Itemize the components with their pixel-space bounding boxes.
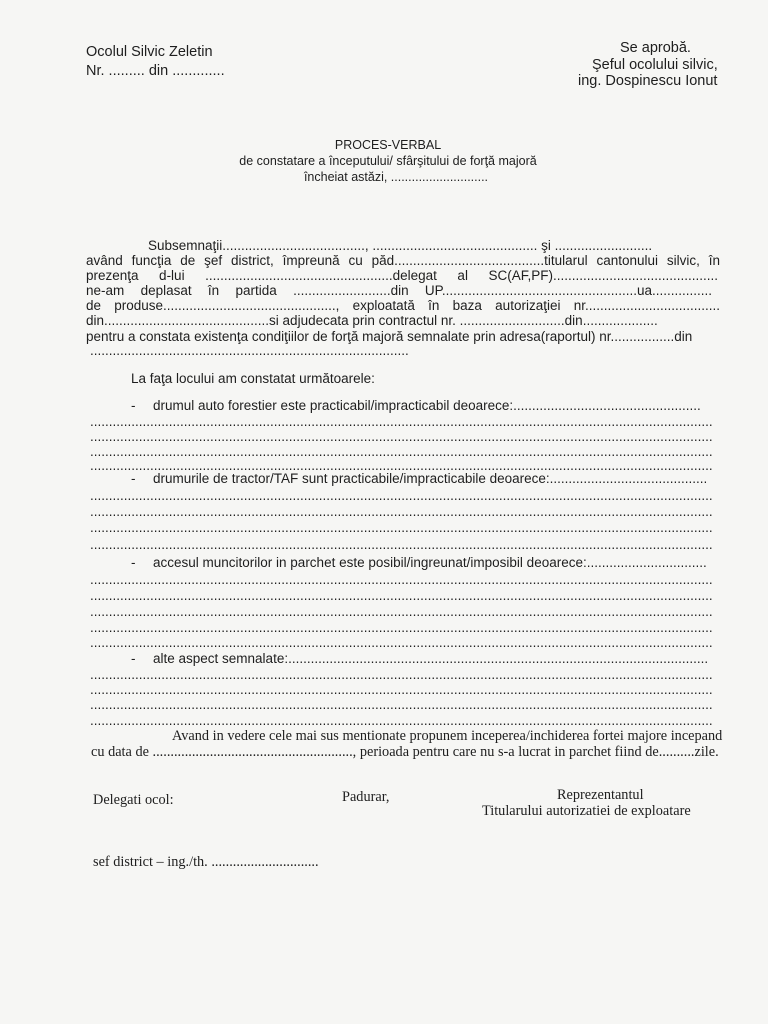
finding-dotted-line: ...................................................................................................................................................................... (90, 520, 713, 535)
signature-forester: Padurar, (342, 789, 390, 805)
finding-label-other-aspects: alte aspect semnalate:................................................................................................................ (153, 651, 709, 666)
intro-line-signatories: Subsemnaţii......................................, ............................................ şi .......................... (148, 238, 653, 253)
intro-line-location: ne-am deplasat în partida ..........................din UP....................................................ua................ (86, 283, 712, 298)
finding-bullet: - (131, 398, 136, 413)
finding-dotted-line: ...................................................................................................................................................................... (90, 504, 713, 519)
finding-dotted-line: ...................................................................................................................................................................... (90, 682, 713, 697)
finding-label-tractor-roads: drumurile de tractor/TAF sunt practicabile/impracticabile deoarece:.......................................... (153, 471, 708, 486)
finding-label-forest-road: drumul auto forestier este practicabil/impracticabil deoarece:.................................................. (153, 398, 701, 413)
date-line: încheiat astăzi, ............................ (303, 170, 489, 184)
finding-dotted-line: ...................................................................................................................................................................... (90, 635, 713, 650)
signature-representative-org: Titularului autorizatiei de exploatare (482, 803, 691, 819)
approver-title: Şeful ocolului silvic, (592, 57, 718, 73)
findings-heading: La faţa locului am constatat următoarele: (131, 371, 375, 386)
finding-dotted-line: ...................................................................................................................................................................... (90, 458, 713, 473)
finding-dotted-line: ...................................................................................................................................................................... (90, 713, 713, 728)
finding-dotted-line: ...................................................................................................................................................................... (90, 444, 713, 459)
signature-ocol-delegates: Delegati ocol: (93, 792, 174, 808)
finding-dotted-line: ...................................................................................................................................................................... (90, 429, 713, 444)
finding-dotted-line: ...................................................................................................................................................................... (90, 604, 713, 619)
approval-note: Se aprobă. (620, 40, 691, 56)
finding-dotted-line: ...................................................................................................................................................................... (90, 697, 713, 712)
document-subtitle: de constatare a începutului/ sfârşitului de forţă majoră (239, 154, 537, 168)
registration-number: Nr. ......... din ............. (86, 63, 225, 79)
finding-dotted-line: ...................................................................................................................................................................... (90, 537, 713, 552)
intro-line-contract: din............................................si adjudecata prin contractul nr. ............................din.................... (86, 313, 658, 328)
signature-representative: Reprezentantul (557, 787, 644, 803)
finding-dotted-line: ...................................................................................................................................................................... (90, 667, 713, 682)
intro-line-products: de produse.............................................., exploatată în baza autorizaţiei nr.................................... (86, 298, 720, 313)
office-name: Ocolul Silvic Zeletin (86, 44, 213, 60)
finding-dotted-line: ...................................................................................................................................................................... (90, 488, 713, 503)
finding-bullet: - (131, 555, 136, 570)
finding-bullet: - (131, 471, 136, 486)
intro-line-blank: ..................................................................................... (90, 343, 409, 358)
intro-line-presence: prezenţa d-lui ..................................................delegat al SC(AF,PF)............................................ (86, 268, 718, 283)
finding-dotted-line: ...................................................................................................................................................................... (90, 620, 713, 635)
document-title: PROCES-VERBAL (334, 138, 442, 152)
approver-name: ing. Dospinescu Ionut (578, 73, 718, 89)
conclusion-line-period: cu data de ........................................................, perioada pentru care nu s-a lucrat in parchet fiind de..........zile. (91, 744, 719, 760)
district-chief-line: sef district – ing./th. .............................. (93, 854, 319, 870)
finding-dotted-line: ...................................................................................................................................................................... (90, 414, 713, 429)
finding-dotted-line: ...................................................................................................................................................................... (90, 588, 713, 603)
intro-line-purpose: pentru a constata existenţa condiţiilor de forţă majoră semnalate prin adresa(raportul) nr.................din (86, 329, 693, 344)
finding-label-worker-access: accesul muncitorilor in parchet este posibil/ingreunat/imposibil deoarece:................................ (153, 555, 707, 570)
finding-dotted-line: ...................................................................................................................................................................... (90, 572, 713, 587)
conclusion-line-proposal: Avand in vedere cele mai sus mentionate propunem inceperea/inchiderea fortei majore incepand (172, 728, 723, 744)
finding-bullet: - (131, 651, 136, 666)
intro-line-function: având funcţia de şef district, împreună cu păd........................................titularul cantonului silvic, în (86, 253, 720, 268)
